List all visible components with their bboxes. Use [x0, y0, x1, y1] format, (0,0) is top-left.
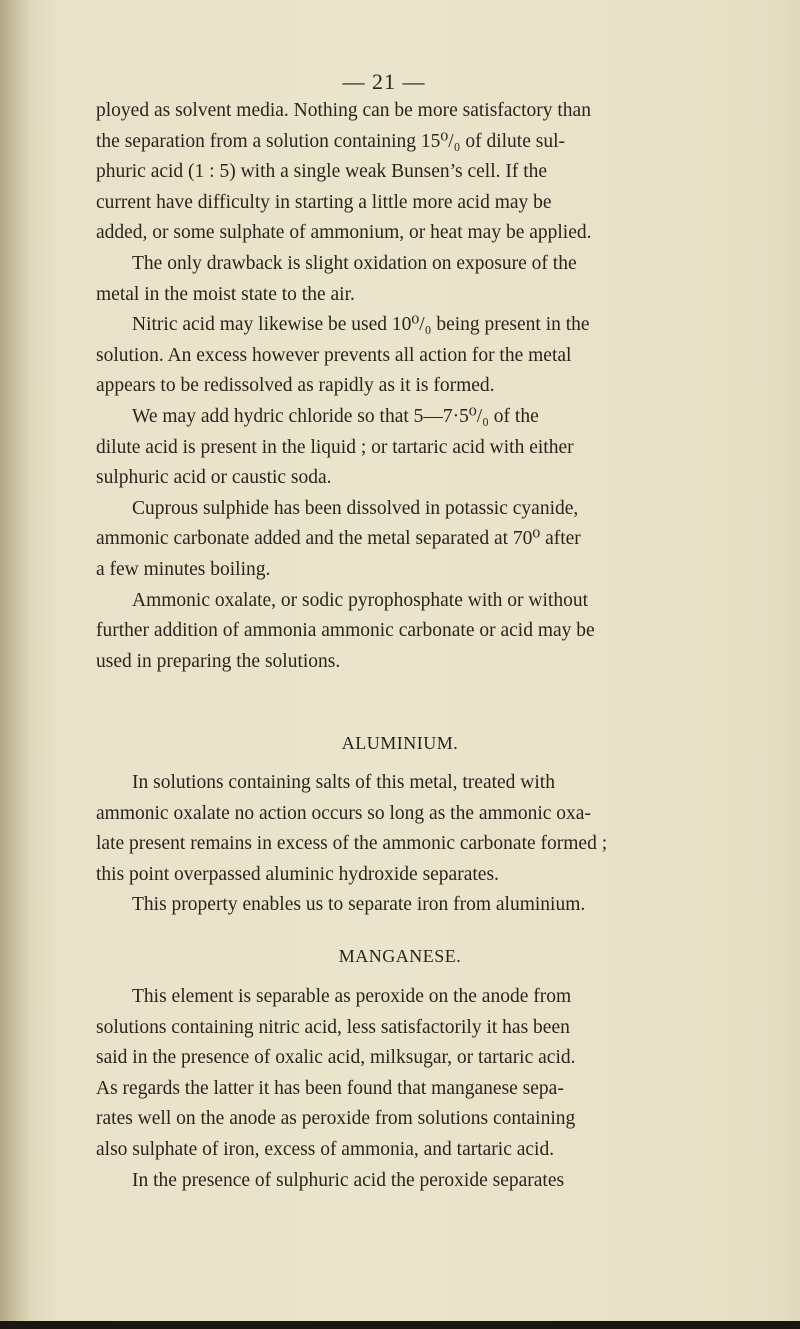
- text-line: We may add hydric chloride so that 5—7·5⁰/₀ of the: [132, 405, 539, 427]
- text-line: metal in the moist state to the air.: [96, 283, 355, 305]
- text-line: This property enables us to separate iron from aluminium.: [132, 894, 586, 916]
- text-line: solution. An excess however prevents all action for the metal: [96, 344, 572, 366]
- text-line: rates well on the anode as peroxide from solutions containing: [96, 1108, 576, 1130]
- text-line: In solutions containing salts of this metal, treated with: [132, 772, 555, 793]
- spine-shadow: [0, 0, 30, 1329]
- page-bottom-edge: [0, 1321, 800, 1329]
- text-line: Ammonic oxalate, or sodic pyrophosphate with or without: [132, 589, 589, 611]
- paragraph: [96, 982, 748, 1196]
- text-line: solutions containing nitric acid, less satisfactorily it has been: [96, 1016, 570, 1038]
- section-aluminium-text: [96, 768, 748, 921]
- text-line: further addition of ammonia ammonic carbonate or acid may be: [96, 620, 595, 642]
- text-line: added, or some sulphate of ammonium, or heat may be applied.: [96, 222, 592, 244]
- text-line: used in preparing the solutions.: [96, 650, 341, 672]
- text-line: dilute acid is present in the liquid ; or tartaric acid with either: [96, 436, 574, 458]
- text-line: appears to be redissolved as rapidly as it is formed.: [96, 375, 495, 397]
- text-line: sulphuric acid or caustic soda.: [96, 467, 332, 489]
- heading-aluminium: ALUMINIUM.: [341, 733, 459, 753]
- text-line: also sulphate of iron, excess of ammonia, and tartaric acid.: [96, 1138, 555, 1160]
- text-line: This element is separable as peroxide on the anode from: [132, 986, 572, 1007]
- text-line: phuric acid (1 : 5) with a single weak Bunsen’s cell. If the: [96, 161, 548, 183]
- paragraph: [96, 96, 748, 677]
- section-copper-text: [96, 96, 748, 677]
- text-line: a few minutes boiling.: [96, 558, 271, 580]
- text-line: The only drawback is slight oxidation on exposure of the: [132, 252, 577, 274]
- text-line: current have difficulty in starting a little more acid may be: [96, 191, 552, 213]
- text-line: said in the presence of oxalic acid, milksugar, or tartaric acid.: [96, 1047, 576, 1069]
- text-line: ammonic carbonate added and the metal separated at 70⁰ after: [96, 528, 581, 550]
- paragraph: [96, 768, 748, 921]
- section-manganese-text: [96, 982, 748, 1196]
- text-line: ployed as solvent media. Nothing can be more satisfactory than: [96, 100, 591, 121]
- text-line: ammonic oxalate no action occurs so long as the ammonic oxa-: [96, 802, 591, 824]
- text-line: the separation from a solution containing 15⁰/₀ of dilute sul-: [96, 130, 565, 152]
- text-line: Nitric acid may likewise be used 10⁰/₀ being present in the: [132, 314, 590, 336]
- text-line: this point overpassed aluminic hydroxide separates.: [96, 863, 499, 885]
- text-line: In the presence of sulphuric acid the peroxide separates: [132, 1169, 565, 1191]
- page-number: — 21 —: [342, 69, 426, 94]
- text-line: As regards the latter it has been found that manganese sepa-: [96, 1077, 564, 1099]
- text-line: Cuprous sulphide has been dissolved in potassic cyanide,: [132, 497, 579, 519]
- text-line: late present remains in excess of the ammonic carbonate formed ;: [96, 833, 608, 855]
- heading-manganese: MANGANESE.: [338, 946, 462, 966]
